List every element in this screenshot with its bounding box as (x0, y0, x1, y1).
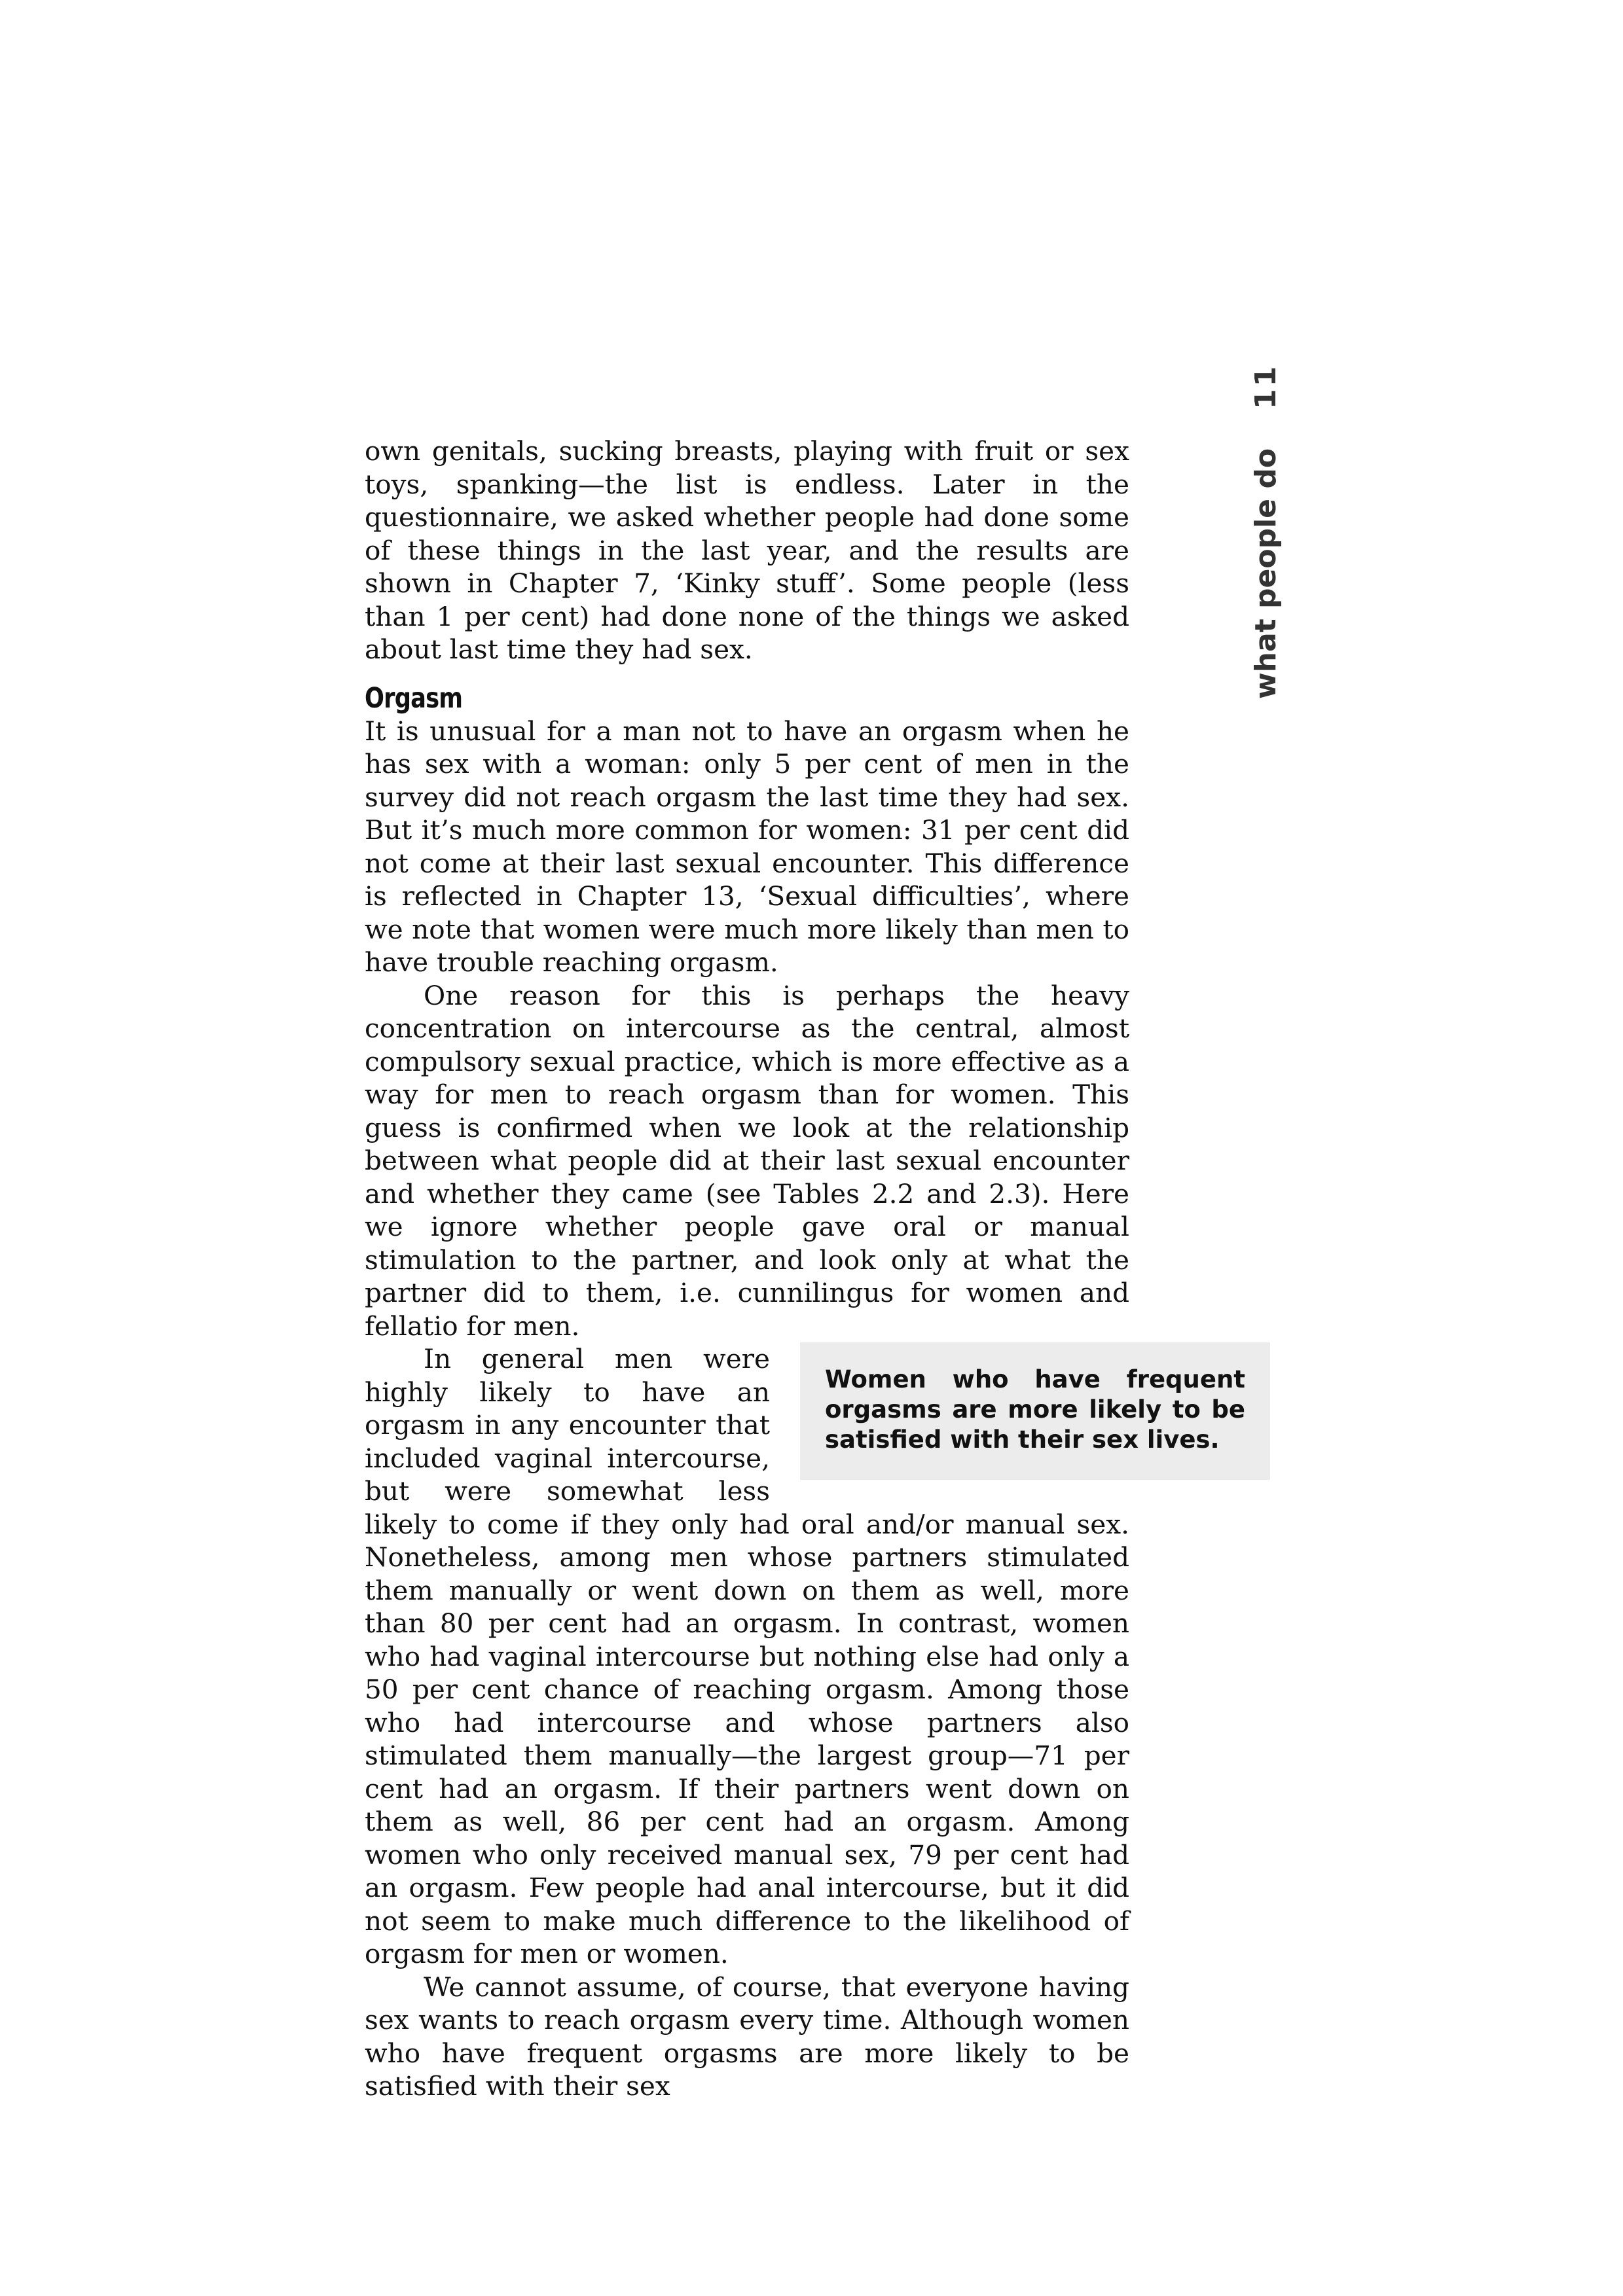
section-title: what people do (1249, 448, 1283, 699)
running-header (1243, 363, 1290, 699)
body-paragraph-3: In general men were highly likely to have an orgasm in any encounter that included vaginal intercourse, but were somewhat less likely to come if they only had oral and/or manual sex. Nonetheless, among men whose partners stimulated them manually or went down on them as well, more than 80 per cent had an orgasm. In contrast, women who had vaginal intercourse but nothing else had only a 50 per cent chance of reaching orgasm. Among those who had intercourse and whose partners also stimulated them manually—the largest group—71 per cent had an orgasm. If their partners went down on them as well, 86 per cent had an orgasm. Among women who only received manual sex, 79 per cent had an orgasm. Few people had anal intercourse, but it did not seem to make much difference to the likelihood of orgasm for men or women. (365, 1343, 1129, 1969)
body-paragraph-4: We cannot assume, of course, that everyone having sex wants to reach orgasm every time. Although women who have frequent orgasms are more likely to be satisfied with their sex (365, 1971, 1129, 2102)
intro-paragraph: own genitals, sucking breasts, playing with fruit or sex toys, spanking—the list is endless. Later in the questionnaire, we asked whether people had done some of these things in the last year, and the results are shown in Chapter 7, ‘Kinky stuff’. Some people (less than 1 per cent) had done none of the things we asked about last time they had sex. (365, 435, 1129, 665)
body-paragraph-2: One reason for this is perhaps the heavy concentration on intercourse as the central, almost compulsory sexual practice, which is more effective as a way for men to reach orgasm than for women. This guess is confirmed when we look at the relationship between what people did at their last sexual encounter and whether they came (see Tables 2.2 and 2.3). Here we ignore whether people gave oral or manual stimulation to the partner, and look only at what the partner did to them, i.e. cunnilingus for women and fellatio for men. (365, 979, 1129, 1342)
body-paragraph-1: It is unusual for a man not to have an orgasm when he has sex with a woman: only 5 per cent of men in the survey did not reach orgasm the last time they had sex. But it’s much more common for women: 31 per cent did not come at their last sexual encounter. This difference is reflected in Chapter 13, ‘Sexual difficulties’, where we note that women were much more likely than men to have trouble reaching orgasm. (365, 715, 1129, 978)
pull-quote-box (800, 1342, 1270, 1480)
section-heading: Orgasm (365, 681, 463, 715)
pull-quote-text: Women who have frequent orgasms are more likely to be satisfied with their sex lives. (825, 1365, 1245, 1454)
page-number: 11 (1249, 363, 1283, 409)
running-header-text (1243, 364, 1290, 699)
body-text-column (365, 435, 1245, 2103)
